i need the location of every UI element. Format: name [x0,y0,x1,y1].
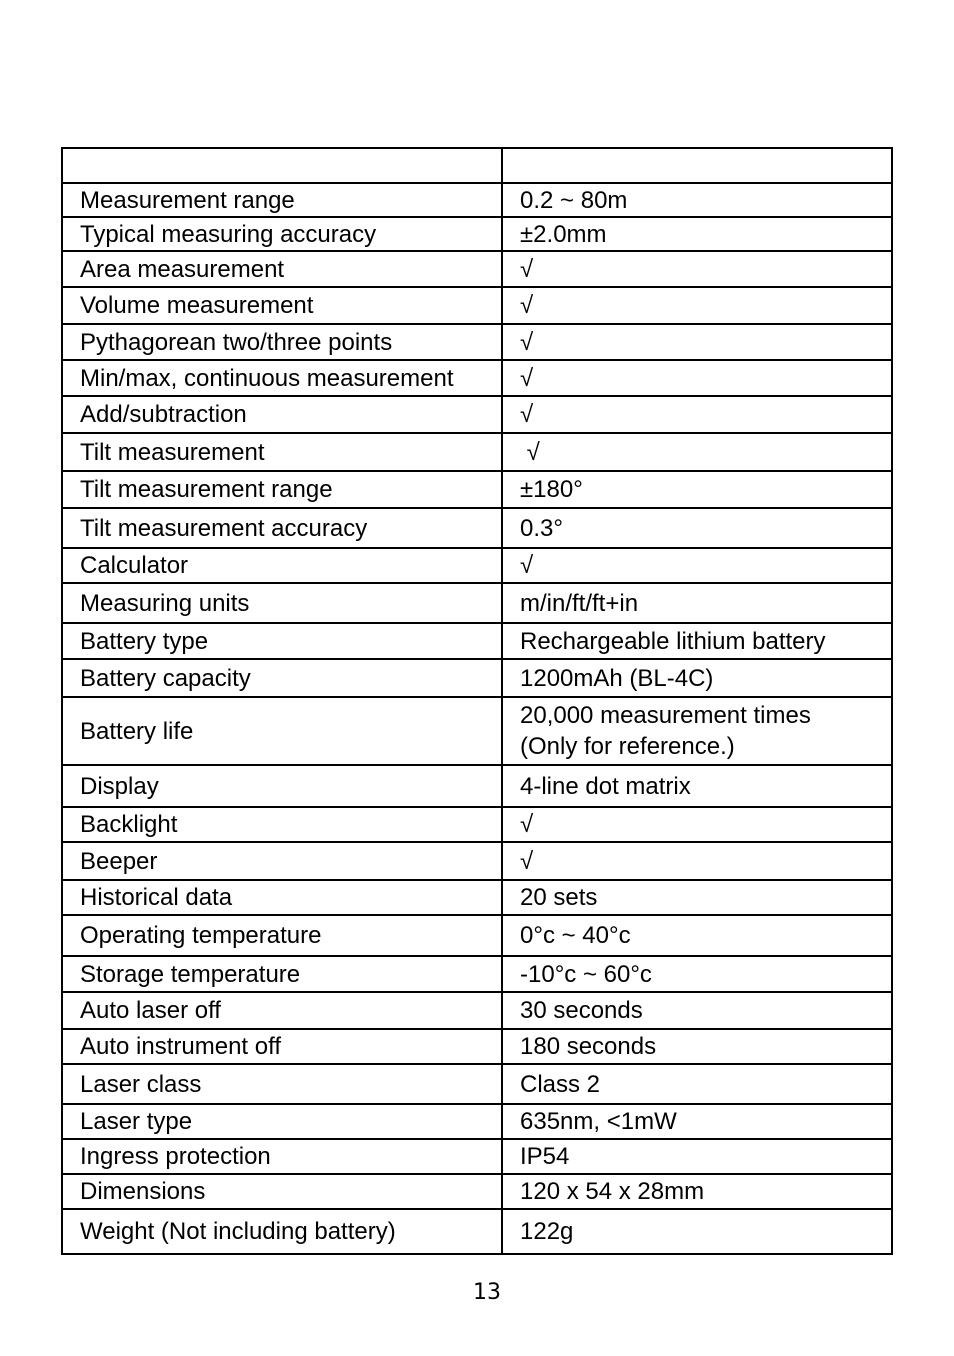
table-row [62,396,892,433]
spec-value: 20 sets [502,880,892,915]
spec-value: 0.3° [502,508,892,548]
table-row [62,1104,892,1139]
spec-value: √ [502,396,892,433]
spec-value: IP54 [502,1139,892,1174]
table-row [62,360,892,396]
spec-label: Min/max, continuous measurement [62,360,502,396]
spec-label: Area measurement [62,251,502,287]
spec-label: Display [62,765,502,807]
spec-value: 0.2 ~ 80m [502,183,892,217]
table-row [62,659,892,697]
spec-label: Auto instrument off [62,1029,502,1064]
spec-label: Pythagorean two/three points [62,324,502,360]
spec-value: √ [502,324,892,360]
table-row [62,471,892,508]
spec-table [61,147,893,1255]
table-row [62,583,892,623]
table-row [62,623,892,659]
spec-value: √ [502,433,892,471]
table-row [62,992,892,1029]
table-row [62,324,892,360]
spec-label: Weight (Not including battery) [62,1209,502,1254]
page-number: 13 [473,1280,501,1305]
spec-label: Battery capacity [62,659,502,697]
table-row [62,433,892,471]
spec-value: Rechargeable lithium battery [502,623,892,659]
table-row [62,842,892,880]
header-cell-parameter [62,148,502,183]
spec-value: 180 seconds [502,1029,892,1064]
spec-label: Laser type [62,1104,502,1139]
table-row [62,548,892,583]
spec-value-line: (Only for reference.) [520,733,735,760]
spec-label: Storage temperature [62,956,502,992]
table-row [62,915,892,956]
table-row [62,1209,892,1254]
table-row [62,251,892,287]
spec-label: Auto laser off [62,992,502,1029]
table-row [62,765,892,807]
spec-label: Backlight [62,807,502,842]
spec-label: Battery life [62,697,502,765]
spec-value: 120 x 54 x 28mm [502,1174,892,1209]
spec-label: Dimensions [62,1174,502,1209]
spec-value: √ [502,807,892,842]
table-row [62,1029,892,1064]
spec-label: Calculator [62,548,502,583]
spec-value: 4-line dot matrix [502,765,892,807]
spec-value: -10°c ~ 60°c [502,956,892,992]
spec-value: ±2.0mm [502,217,892,251]
spec-value [502,697,892,765]
spec-label: Beeper [62,842,502,880]
table-row [62,880,892,915]
spec-value: ±180° [502,471,892,508]
spec-label: Volume measurement [62,287,502,324]
table-row [62,807,892,842]
table-row [62,1064,892,1104]
spec-label: Tilt measurement range [62,471,502,508]
spec-value: √ [502,548,892,583]
table-row [62,697,892,765]
spec-value: 122g [502,1209,892,1254]
spec-value: 635nm, <1mW [502,1104,892,1139]
spec-label: Battery type [62,623,502,659]
spec-value: √ [502,360,892,396]
spec-value: √ [502,251,892,287]
spec-value-line: 20,000 measurement times [520,702,811,729]
spec-value: √ [502,287,892,324]
spec-label: Tilt measurement [62,433,502,471]
table-row [62,956,892,992]
table-row [62,287,892,324]
table-row [62,1174,892,1209]
spec-value: m/in/ft/ft+in [502,583,892,623]
spec-label: Add/subtraction [62,396,502,433]
table-row [62,508,892,548]
spec-label: Operating temperature [62,915,502,956]
spec-table-body [62,148,892,1254]
spec-value: Class 2 [502,1064,892,1104]
table-header-row [62,148,892,183]
spec-label: Typical measuring accuracy [62,217,502,251]
header-cell-value [502,148,892,183]
spec-value: 0°c ~ 40°c [502,915,892,956]
spec-label: Laser class [62,1064,502,1104]
table-row [62,1139,892,1174]
spec-label: Historical data [62,880,502,915]
spec-value: √ [502,842,892,880]
table-row [62,183,892,217]
spec-value: 1200mAh (BL-4C) [502,659,892,697]
spec-label: Ingress protection [62,1139,502,1174]
spec-label: Tilt measurement accuracy [62,508,502,548]
spec-value: 30 seconds [502,992,892,1029]
spec-label: Measuring units [62,583,502,623]
spec-label: Measurement range [62,183,502,217]
table-row [62,217,892,251]
